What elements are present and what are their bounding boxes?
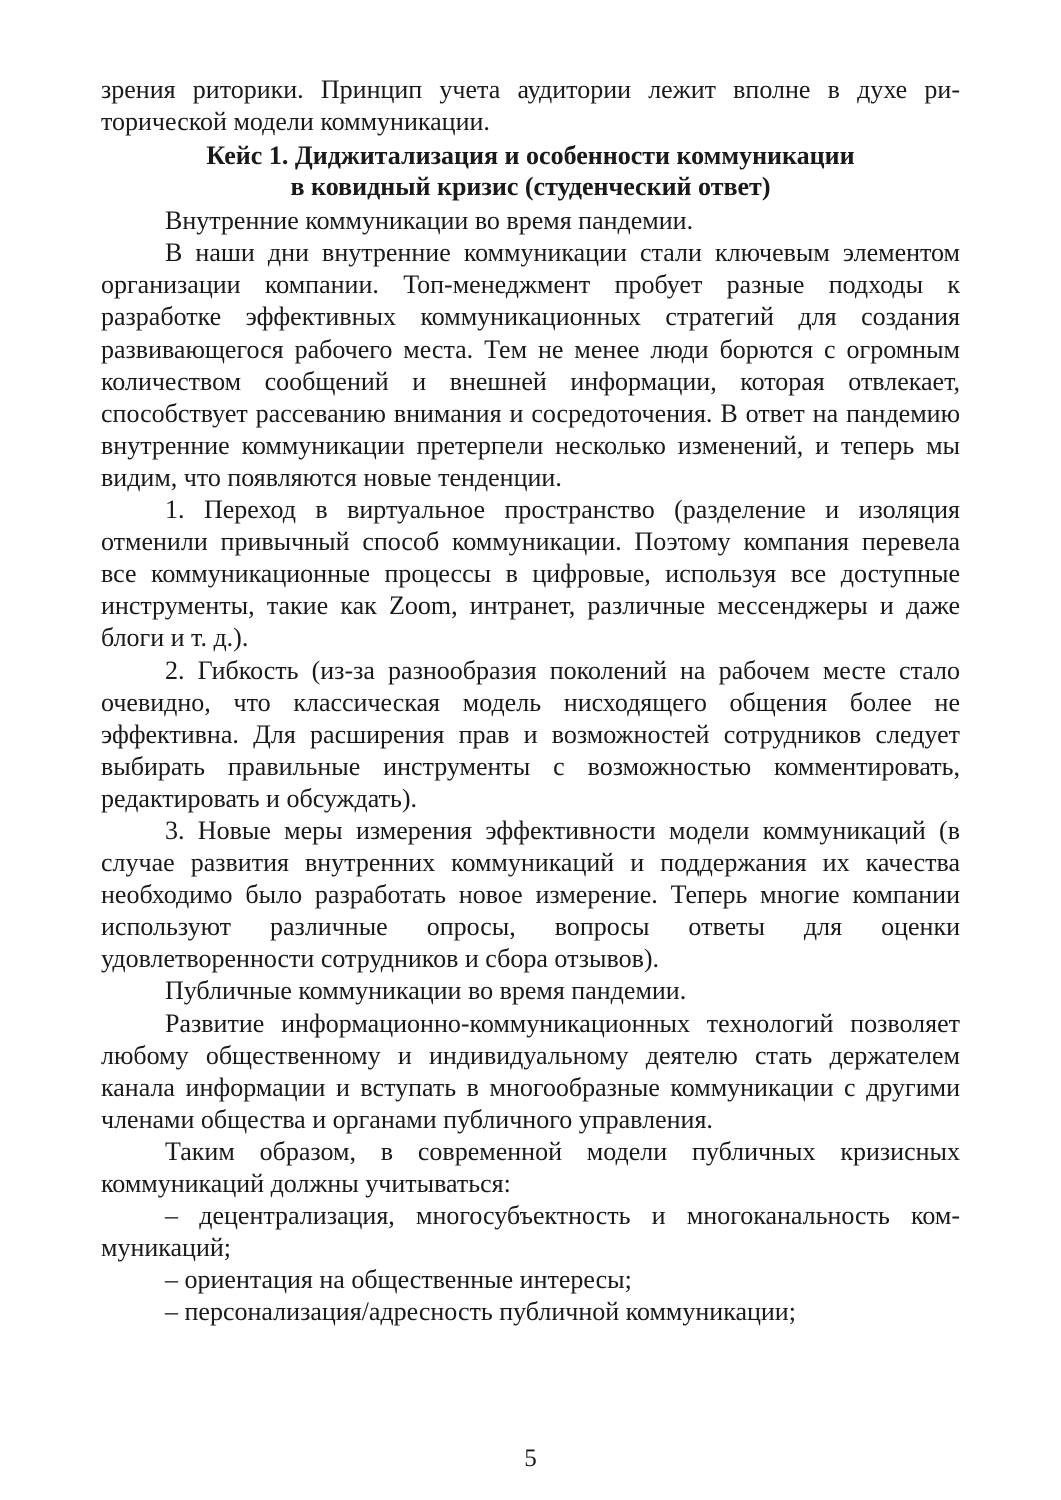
- list-item-public-interests: – ориентация на общественные интересы;: [165, 1265, 632, 1295]
- case-heading-line-1: Кейс 1. Диджитализация и особенности коммуникации: [206, 141, 855, 171]
- case-heading: [101, 140, 960, 202]
- page-body: [101, 74, 960, 1328]
- case-heading-line-2: в ковидный кризис (студенческий ответ): [290, 172, 771, 202]
- paragraph-public-title: Публичные коммуникации во время пандемии.: [165, 976, 687, 1006]
- paragraph-point-3: 3. Новые меры измерения эффективности модели коммуникаций (в случае развития внутренних коммуникаций и поддержания их качества необходимо было разработать новое измерение. Теперь многие компании используют различные опросы, вопросы ответы для оценки удовлетворенности сотрудников и сбора отзывов).: [101, 815, 960, 974]
- list-item-decentralization: – децентрализация, многосубъектность и многоканальность коммуникаций;: [101, 1201, 960, 1263]
- list-item-personalization: – персонализация/адресность публичной коммуникации;: [165, 1297, 796, 1327]
- continuation-paragraph: зрения риторики. Принцип учета аудитории лежит вполне в духе риторической модели коммуникации.: [101, 75, 960, 137]
- paragraph-internal-title: Внутренние коммуникации во время пандемии.: [165, 206, 694, 236]
- paragraph-public-intro: Развитие информационно-коммуникационных технологий позволяет любому общественному и индивидуальному деятелю стать держателем канала информации и вступать в многообразные коммуникации с другими членами общества и органами публичного управления.: [101, 1008, 960, 1134]
- page-number: 5: [524, 1445, 537, 1472]
- paragraph-internal-intro: В наши дни внутренние коммуникации стали ключевым элементом организации компании. Топ-менеджмент пробует разные подходы к разработке эффективных коммуникационных стратегий для создания развивающегося рабочего места. Тем не менее люди борются с огромным количеством сообщений и внешней информации, которая отвлекает, способствует рассеванию внимания и сосредоточения. В ответ на пандемию внутренние коммуникации претерпели несколько изменений, и теперь мы видим, что появляются новые тенденции.: [101, 238, 960, 492]
- paragraph-point-1: 1. Переход в виртуальное пространство (разделение и изоляция отменили привычный способ коммуникации. Поэтому компания перевела все коммуникационные процессы в цифровые, используя все доступные инструменты, такие как Zoom, интранет, различные мессенджеры и даже блоги и т. д.).: [101, 495, 960, 653]
- paragraph-point-2: 2. Гибкость (из-за разнообразия поколений на рабочем месте стало очевидно, что классическая модель нисходящего общения более не эффективна. Для расширения прав и возможностей сотрудников следует выбирать правильные инструменты с возможностью комментировать, редактировать и обсуждать).: [101, 655, 960, 813]
- paragraph-conclusion: Таким образом, в современной модели публичных кризисных коммуникаций должны учитываться:: [101, 1136, 960, 1198]
